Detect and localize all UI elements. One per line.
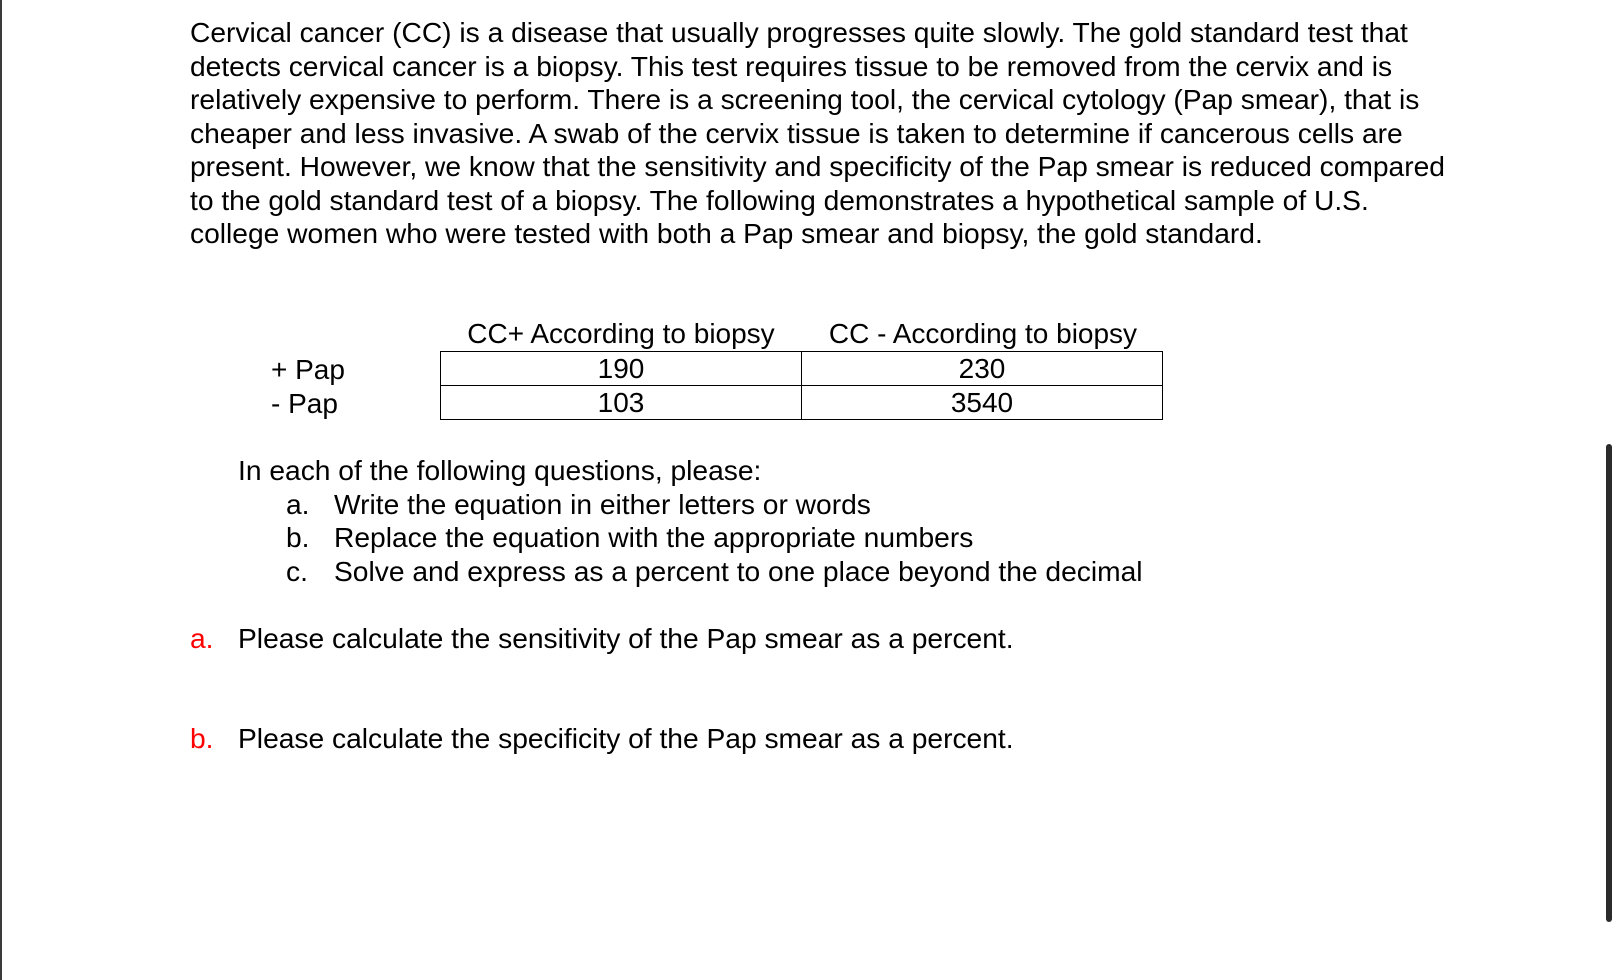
step-marker: c.: [286, 555, 308, 587]
question-text: Please calculate the specificity of the Pap smear as a percent.: [238, 722, 1014, 754]
cell-pap-pos-cc-neg: 230: [802, 352, 1163, 386]
contingency-table: [440, 351, 1163, 420]
step-marker: a.: [286, 488, 310, 520]
step-text: Replace the equation with the appropriate numbers: [334, 521, 974, 553]
step-text: Solve and express as a percent to one place beyond the decimal: [334, 555, 1143, 587]
step-marker: b.: [286, 521, 310, 553]
vertical-scrollbar[interactable]: [1606, 444, 1612, 922]
question-specificity: [190, 721, 1014, 755]
table-row: [441, 386, 1163, 420]
row-label-pap-positive: + Pap: [271, 354, 345, 385]
instruction-step: [286, 520, 973, 554]
page-left-border: [0, 0, 2, 980]
table-row: [441, 352, 1163, 386]
cell-pap-neg-cc-pos: 103: [441, 386, 802, 420]
question-marker: b.: [190, 722, 214, 754]
question-text: Please calculate the sensitivity of the Pap smear as a percent.: [238, 622, 1014, 654]
cell-pap-neg-cc-neg: 3540: [802, 386, 1163, 420]
step-text: Write the equation in either letters or words: [334, 488, 871, 520]
intro-paragraph: Cervical cancer (CC) is a disease that usually progresses quite slowly. The gold standard test that detects cervical cancer is a biopsy. This test requires tissue to be removed from the cervix and is relatively expensive to perform. There is a screening tool, the cervical cytology (Pap smear), that is cheaper and less invasive. A swab of the cervix tissue is taken to determine if cancerous cells are present. However, we know that the sensitivity and specificity of the Pap smear is reduced compared to the gold standard test of a biopsy. The following demonstrates a hypothetical sample of U.S. college women who were tested with both a Pap smear and biopsy, the gold standard.: [190, 16, 1445, 249]
instruction-step: [286, 554, 1143, 588]
column-header-cc-negative: CC - According to biopsy: [828, 318, 1138, 349]
question-marker: a.: [190, 622, 214, 654]
column-header-cc-positive: CC+ According to biopsy: [467, 318, 775, 349]
instructions-intro: In each of the following questions, please:: [238, 454, 762, 486]
row-label-pap-negative: - Pap: [271, 388, 338, 419]
instruction-step: [286, 487, 871, 521]
question-sensitivity: [190, 621, 1014, 655]
cell-pap-pos-cc-pos: 190: [441, 352, 802, 386]
